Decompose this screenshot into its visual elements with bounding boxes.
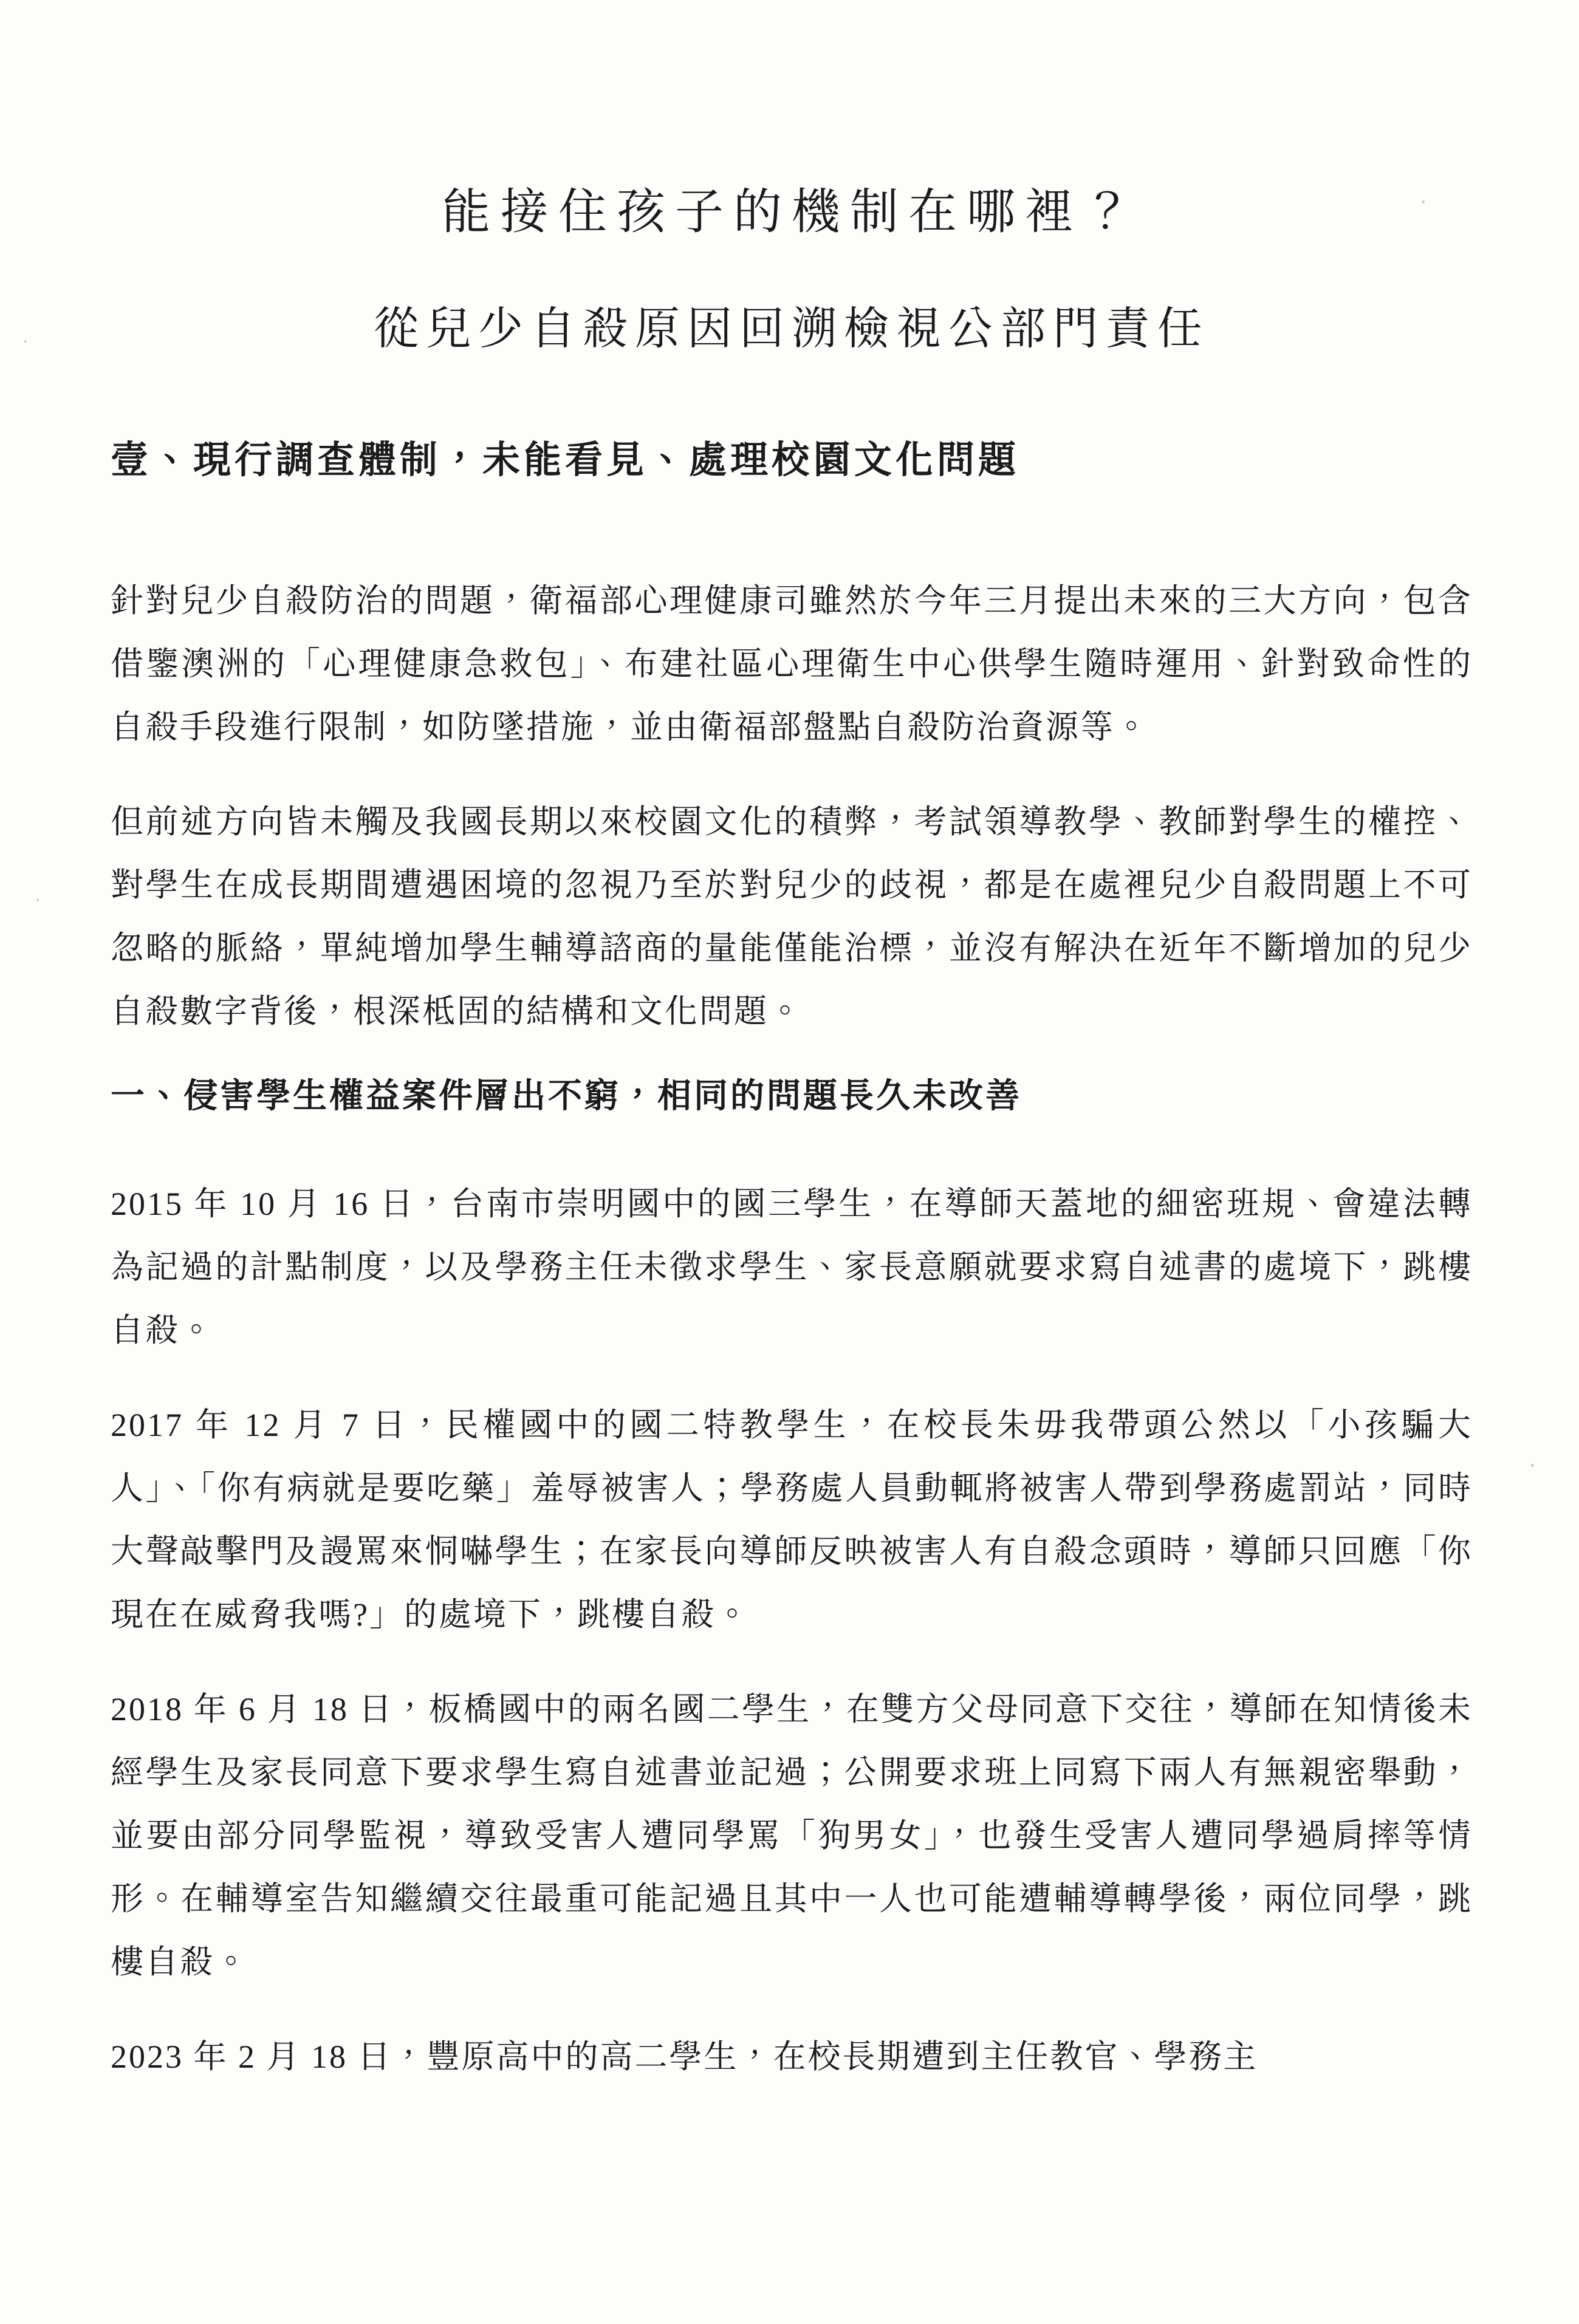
paragraph-campus-culture-critique: 但前述方向皆未觸及我國長期以來校園文化的積弊，考試領導教學、教師對學生的權控、對學生在成長期間遭遇困境的忽視乃至於對兒少的歧視，都是在處裡兒少自殺問題上不可忽略的脈絡，單純增加學生輔導諮商的量能僅能治標，並沒有解決在近年不斷增加的兒少自殺數字背後，根深柢固的結構和文化問題。 [111,804,1473,1030]
case-paragraph-2017: 2017 年 12 月 7 日，民權國中的國二特教學生，在校長朱毋我帶頭公然以「小孩騙大人」、「你有病就是要吃藥」羞辱被害人；學務處人員動輒將被害人帶到學務處罰站，同時大聲敲擊門及謾罵來恫嚇學生；在家長向導師反映被害人有自殺念頭時，導師只回應「你現在在威脅我嗎?」的處境下，跳樓自殺。 [111,1407,1473,1633]
scan-speckle [1531,1464,1534,1467]
document-subtitle: 從兒少自殺原因回溯檢視公部門責任 [374,304,1210,354]
case-paragraph-2023-truncated: 2023 年 2 月 18 日，豐原高中的高二學生，在校長期遭到主任教官、學務主 [111,2039,1258,2076]
case-paragraph-2015: 2015 年 10 月 16 日，台南市崇明國中的國三學生，在導師天蓋地的細密班規、會違法轉為記過的計點制度，以及學務主任未徵求學生、家長意願就要求寫自述書的處境下，跳樓自殺。 [111,1186,1473,1349]
document-title: 能接住孩子的機制在哪裡？ [442,186,1142,239]
paragraph-policy-directions: 針對兒少自殺防治的問題，衛福部心理健康司雖然於今年三月提出未來的三大方向，包含借鑒澳洲的「心理健康急救包」、布建社區心理衛生中心供學生隨時運用、針對致命性的自殺手段進行限制，如防墜措施，並由衛福部盤點自殺防治資源等。 [111,583,1473,746]
case-paragraph-2018: 2018 年 6 月 18 日，板橋國中的兩名國二學生，在雙方父母同意下交往，導師在知情後未經學生及家長同意下要求學生寫自述書並記過；公開要求班上同寫下兩人有無親密舉動，並要由部分同學監視，導致受害人遭同學罵「狗男女」，也發生受害人遭同學過肩摔等情形。在輔導室告知繼續交往最重可能記過且其中一人也可能遭輔導轉學後，兩位同學，跳樓自殺。 [111,1691,1473,1981]
scan-speckle [36,899,39,901]
subsection-heading-1: 一、侵害學生權益案件層出不窮，相同的問題長久未改善 [111,1078,1022,1116]
section-heading-1: 壹、現行調查體制，未能看見、處理校園文化問題 [111,439,1020,481]
scan-speckle [1422,200,1425,203]
scan-speckle [24,340,27,343]
